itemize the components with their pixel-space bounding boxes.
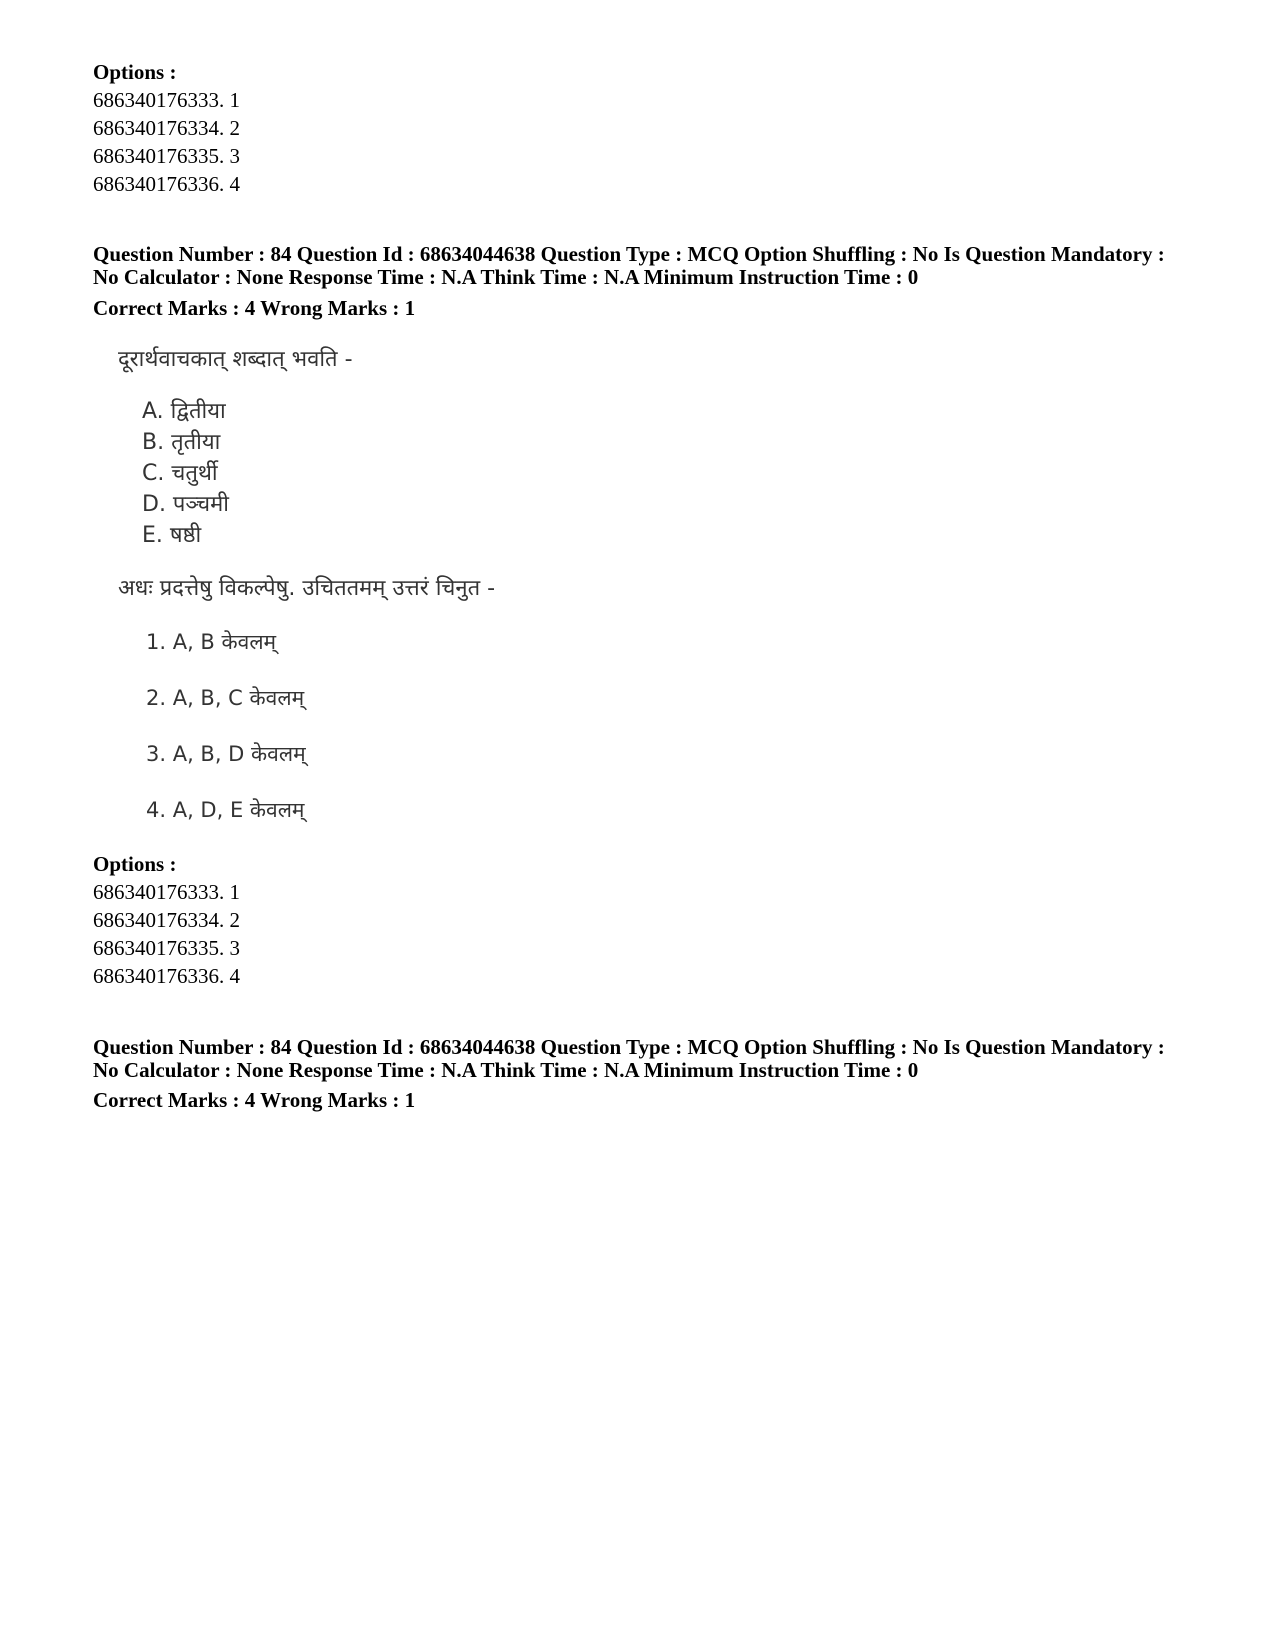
option-item: 686340176334. 2	[93, 908, 240, 932]
answer-choice: 4. A, D, E केवलम्	[146, 798, 305, 822]
option-item: 686340176336. 4	[93, 964, 240, 988]
options-block-top	[93, 58, 240, 198]
question-marks-repeat: Correct Marks : 4 Wrong Marks : 1	[93, 1088, 416, 1112]
option-item: 686340176335. 3	[93, 936, 240, 960]
question-meta-repeat	[93, 1036, 1165, 1082]
options-block-bottom	[93, 850, 240, 990]
option-item: 686340176336. 4	[93, 172, 240, 196]
question-meta-line-2: No Calculator : None Response Time : N.A Think Time : N.A Minimum Instruction Time : 0	[93, 265, 919, 289]
question-stem: दूरार्थवाचकात् शब्दात् भवति -	[118, 347, 353, 372]
options-title: Options :	[93, 60, 177, 84]
question-instruction: अधः प्रदत्तेषु विकल्पेषु. उचिततमम् उत्तरं चिनुत -	[118, 576, 496, 601]
statement-item: D. पञ्चमी	[142, 492, 229, 517]
question-meta-line-2: No Calculator : None Response Time : N.A Think Time : N.A Minimum Instruction Time : 0	[93, 1058, 919, 1082]
option-item: 686340176333. 1	[93, 880, 240, 904]
answer-choice: 2. A, B, C केवलम्	[146, 686, 305, 710]
question-meta-line-1: Question Number : 84 Question Id : 68634044638 Question Type : MCQ Option Shuffling : No Is Question Mandatory :	[93, 242, 1165, 266]
statement-item: B. तृतीया	[142, 430, 221, 455]
statement-item: C. चतुर्थी	[142, 461, 218, 486]
answer-choice: 3. A, B, D केवलम्	[146, 742, 306, 766]
statement-item: A. द्वितीया	[142, 399, 226, 424]
option-item: 686340176335. 3	[93, 144, 240, 168]
question-marks: Correct Marks : 4 Wrong Marks : 1	[93, 296, 416, 320]
option-item: 686340176334. 2	[93, 116, 240, 140]
answer-choice: 1. A, B केवलम्	[146, 630, 277, 654]
question-meta-line-1: Question Number : 84 Question Id : 68634044638 Question Type : MCQ Option Shuffling : No Is Question Mandatory :	[93, 1035, 1165, 1059]
option-item: 686340176333. 1	[93, 88, 240, 112]
statement-item: E. षष्ठी	[142, 523, 202, 548]
question-meta	[93, 243, 1165, 289]
options-title: Options :	[93, 852, 177, 876]
